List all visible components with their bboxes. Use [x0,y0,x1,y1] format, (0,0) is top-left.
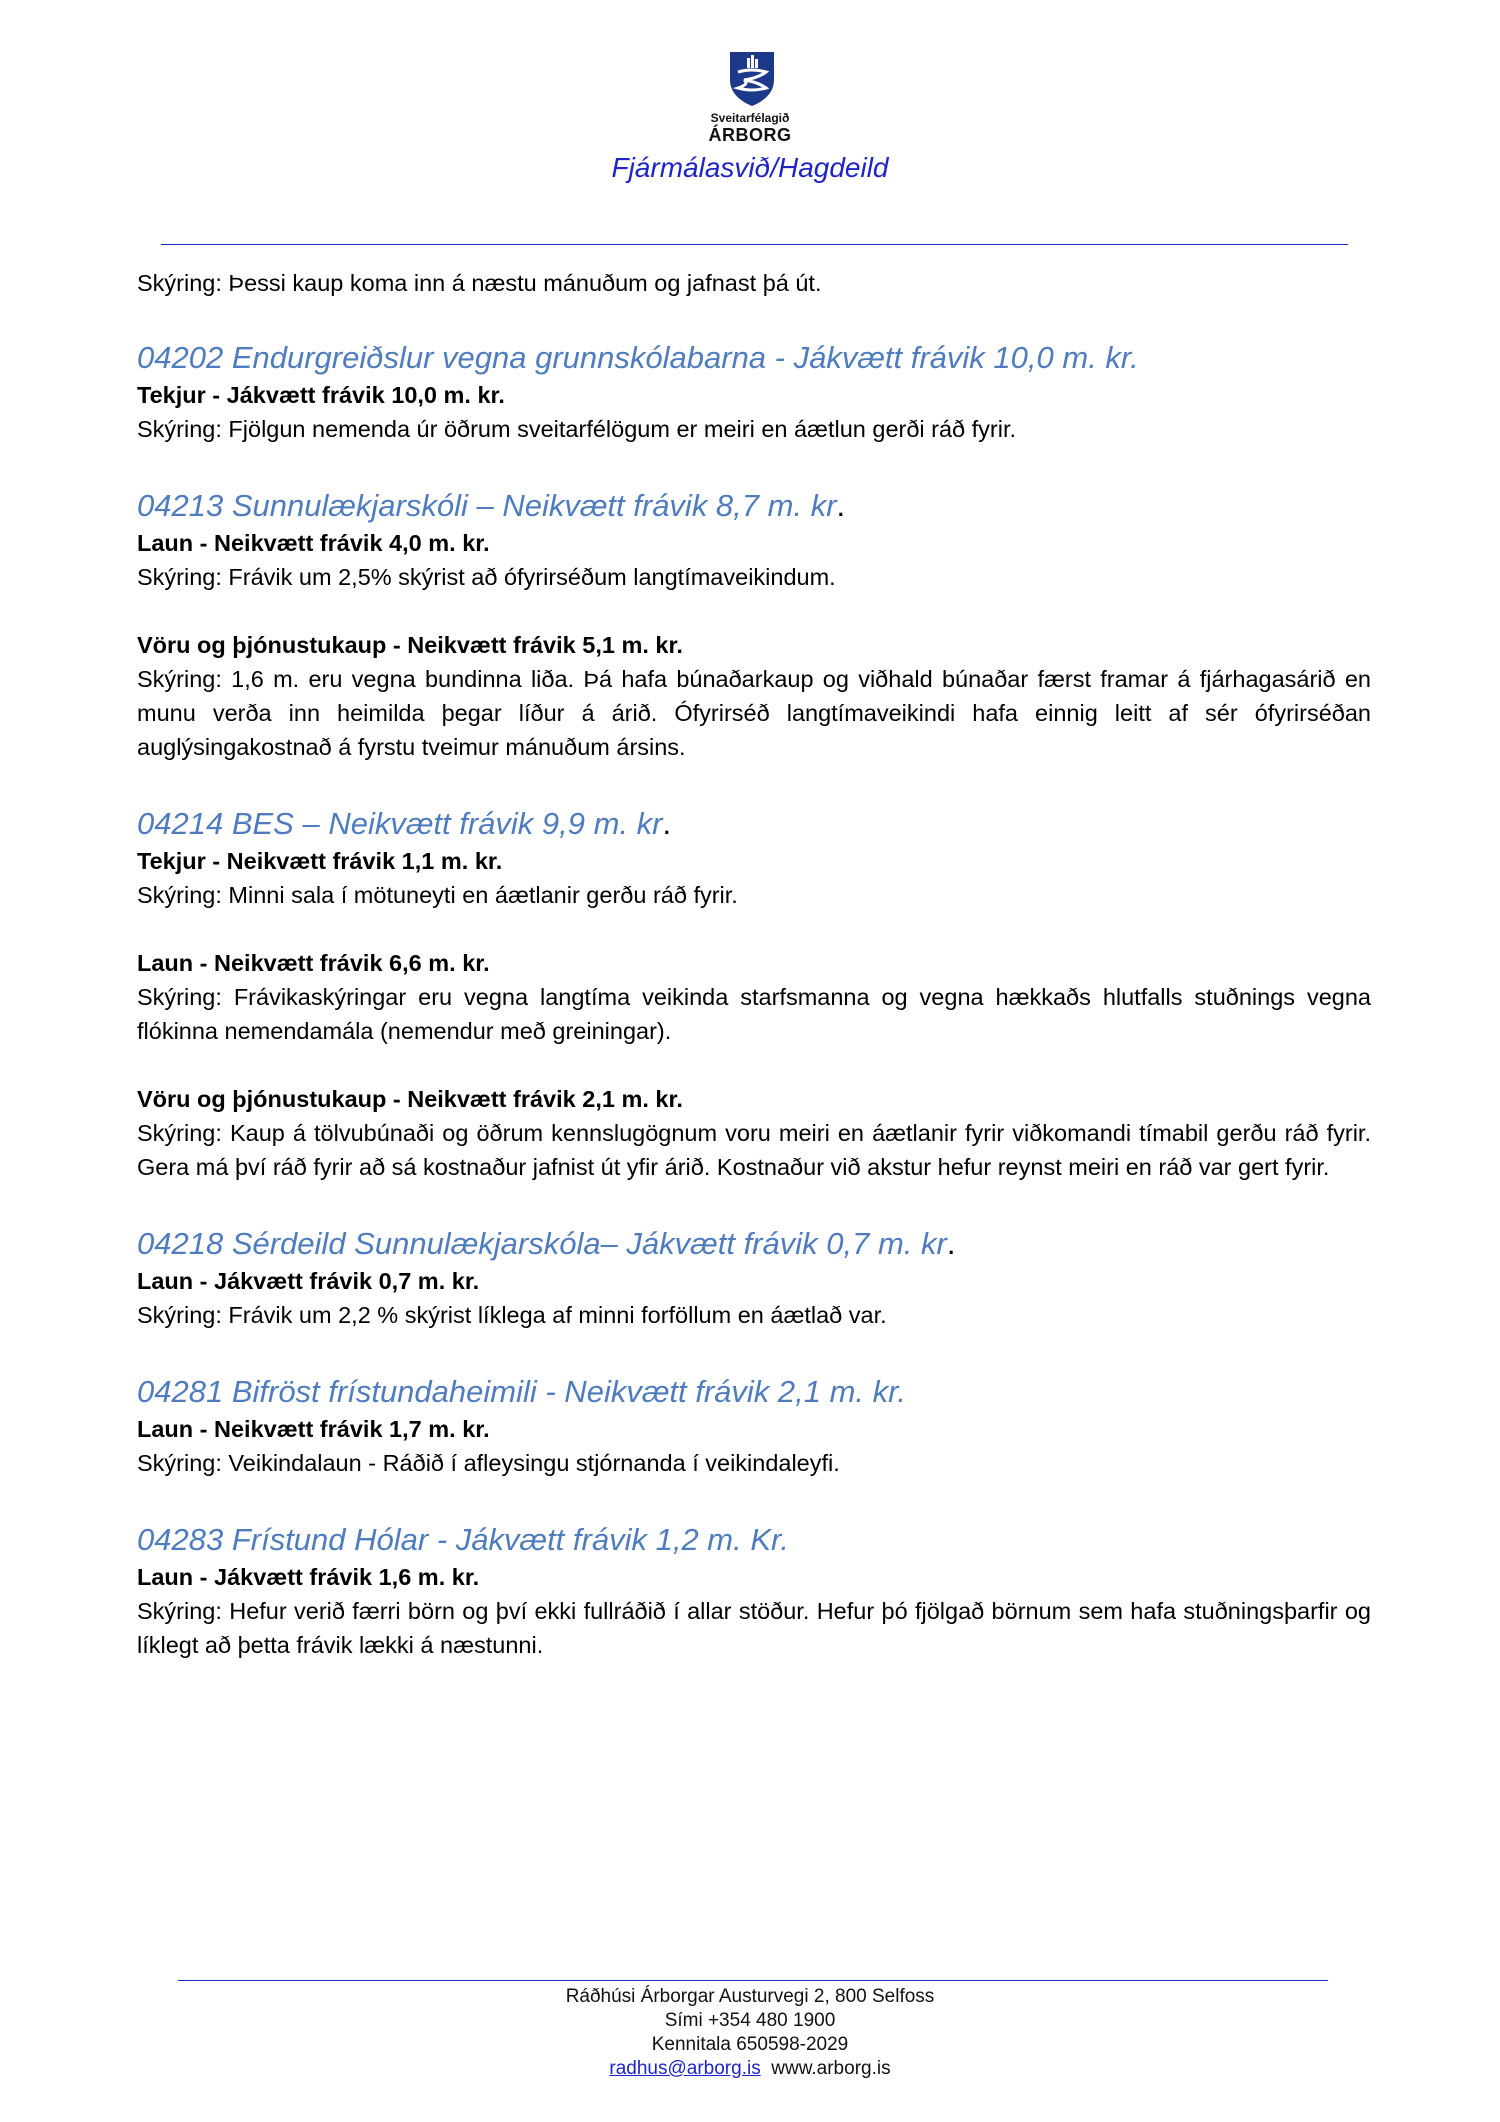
section-04214 [137,804,1371,1184]
email-link[interactable]: radhus@arborg.is [609,2058,761,2079]
item-heading: Tekjur - Neikvætt frávik 1,1 m. kr. [137,848,503,874]
header-divider [161,244,1348,245]
section-title: 04213 Sunnulækjarskóli – Neikvætt frávik 8,7 m. kr. [137,488,846,523]
footer-phone: Sími +354 480 1900 [664,2010,836,2031]
intro-text: Skýring: Þessi kaup koma inn á næstu mánuðum og jafnast þá út. [137,270,822,296]
section-04283 [137,1520,1371,1662]
item-heading: Laun - Jákvætt frávik 0,7 m. kr. [137,1268,480,1294]
footer-kennitala: Kennitala 650598-2029 [651,2034,849,2055]
item-text: Skýring: Fjölgun nemenda úr öðrum sveitarfélögum er meiri en áætlun gerði ráð fyrir. [137,416,1017,442]
page-footer [450,1985,1050,2081]
item-text: Skýring: 1,6 m. eru vegna bundinna liða. Þá hafa búnaðarkaup og viðhald búnaðar færst framar á fjárhagasárið en munu verða inn heimilda þegar líður á árið. Ófyrirséð langtímaveikindi hafa einnig leitt af sér ófyrirséðan auglýsingakostnað á fyrstu tveimur mánuðum ársins. [137,666,1371,760]
footer-divider [178,1980,1328,1981]
item-text: Skýring: Frávik um 2,5% skýrist að ófyrirséðum langtímaveikindum. [137,564,836,590]
item-text: Skýring: Veikindalaun - Ráðið í afleysingu stjórnanda í veikindaleyfi. [137,1450,840,1476]
item-heading: Tekjur - Jákvætt frávik 10,0 m. kr. [137,382,505,408]
website-text: www.arborg.is [771,2058,891,2079]
item-heading: Laun - Neikvætt frávik 1,7 m. kr. [137,1416,490,1442]
item-heading: Vöru og þjónustukaup - Neikvætt frávik 2,1 m. kr. [137,1086,683,1112]
item-heading: Laun - Neikvætt frávik 6,6 m. kr. [137,950,490,976]
department-title: Fjármálasvið/Hagdeild [611,152,889,183]
org-label: Sveitarfélagið [710,111,790,125]
section-title: 04202 Endurgreiðslur vegna grunnskólabarna - Jákvætt frávik 10,0 m. kr. [137,340,1139,375]
arborg-crest-icon [728,50,776,108]
item-text: Skýring: Frávikaskýringar eru vegna langtíma veikinda starfsmanna og vegna hækkaðs hlutfalls stuðnings vegna flókinna nemendamála (nemendur með greiningar). [137,984,1371,1044]
section-04281 [137,1372,1371,1480]
section-04218 [137,1224,1371,1332]
footer-contact [450,2057,1050,2081]
footer-address: Ráðhúsi Árborgar Austurvegi 2, 800 Selfoss [565,1986,935,2007]
item-text: Skýring: Minni sala í mötuneyti en áætlanir gerðu ráð fyrir. [137,882,738,908]
item-heading: Vöru og þjónustukaup - Neikvætt frávik 5,1 m. kr. [137,632,683,658]
section-title: 04281 Bifröst frístundaheimili - Neikvætt frávik 2,1 m. kr. [137,1374,906,1409]
item-heading: Laun - Neikvætt frávik 4,0 m. kr. [137,530,490,556]
section-04213 [137,486,1371,764]
item-text: Skýring: Frávik um 2,2 % skýrist líklega af minni forföllum en áætlað var. [137,1302,887,1328]
section-04202 [137,338,1371,446]
org-name: ÁRBORG [708,125,792,145]
item-text: Skýring: Kaup á tölvubúnaði og öðrum kennslugögnum voru meiri en áætlanir fyrir viðkomandi tímabil gerðu ráð fyrir. Gera má því ráð fyrir að sá kostnaður jafnist út yfir árið. Kostnaður við akstur hefur reynst meiri en ráð var gert fyrir. [137,1120,1371,1180]
section-title: 04283 Frístund Hólar - Jákvætt frávik 1,2 m. Kr. [137,1522,789,1557]
item-heading: Laun - Jákvætt frávik 1,6 m. kr. [137,1564,480,1590]
document-body [137,266,1371,1702]
section-title: 04218 Sérdeild Sunnulækjarskóla– Jákvætt frávik 0,7 m. kr. [137,1226,956,1261]
section-title: 04214 BES – Neikvætt frávik 9,9 m. kr. [137,806,672,841]
item-text: Skýring: Hefur verið færri börn og því ekki fullráðið í allar stöður. Hefur þó fjölgað börnum sem hafa stuðningsþarfir og líklegt að þetta frávik lækki á næstunni. [137,1598,1371,1658]
